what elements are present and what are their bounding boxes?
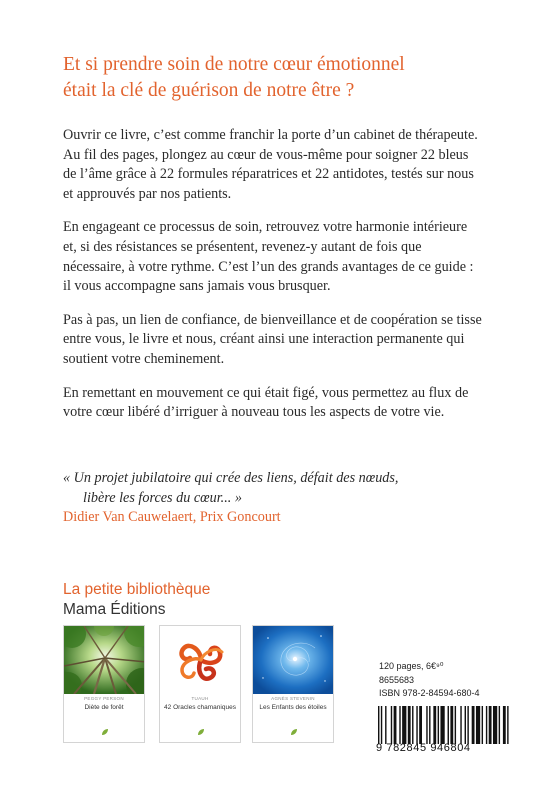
forest-canopy-image (64, 626, 144, 694)
quote-line-2: libère les forces du cœur... » (83, 489, 242, 506)
product-code: 8655683 (379, 674, 415, 685)
barcode-bar (438, 706, 439, 744)
paragraph: En remettant en mouvement ce qui était figé, vous permettez au flux de votre cœur libéré d’irriguer à nouveau tous les aspects de votre vie. (63, 384, 469, 421)
barcode-bar (467, 706, 468, 744)
publisher-leaf-icon (101, 728, 109, 736)
barcode-bar (378, 706, 379, 744)
headline-line-1: Et si prendre soin de notre cœur émotionnel (63, 54, 405, 75)
book-author: TUAUH (191, 696, 209, 701)
book-thumbnail-oracles (159, 625, 241, 743)
barcode-bar (448, 706, 449, 744)
book-author: PEGGY PERSON (84, 696, 124, 701)
headline (63, 52, 503, 104)
barcode-bar (394, 706, 397, 744)
back-cover-text (63, 126, 483, 437)
barcode-bar (465, 706, 466, 744)
barcode-bar (440, 706, 444, 744)
quote-line-1: « Un projet jubilatoire qui crée des liens, défait des nœuds, (63, 470, 399, 486)
barcode-bar (426, 706, 427, 744)
barcode-bar (381, 706, 382, 744)
triskele-image (160, 626, 240, 694)
book-thumbnail-stars (252, 625, 334, 743)
paragraph: Pas à pas, un lien de confiance, de bienveillance et de coopération se tisse entre vous, le livre et nous, créant ainsi une interaction permanente qui soutient votre cheminement. (63, 311, 482, 367)
barcode-bar (482, 706, 483, 744)
paragraph: Ouvrir ce livre, c’est comme franchir la porte d’un cabinet de thérapeute. Au fil des pages, plongez au cœur de vous-même pour soigner 22 bleus de l’âme grâce à 22 formules réparatrices et 22 antidotes, testés sur nous et approuvés par nos patients. (63, 127, 478, 202)
barcode-bar (429, 706, 430, 744)
barcode-bar (489, 706, 492, 744)
barcode-bar (476, 706, 480, 744)
barcode-bar (408, 706, 411, 744)
book-info (379, 660, 480, 701)
barcode-bar (472, 706, 475, 744)
collection-name: La petite bibliothèque (63, 581, 211, 598)
book-author: AGNÈS STEVENIN (271, 696, 315, 701)
barcode-bar (399, 706, 400, 744)
barcode-bar (455, 706, 456, 744)
barcode-bar (499, 706, 500, 744)
barcode-bar (385, 706, 386, 744)
headline-line-2: était la clé de guérison de notre être ? (63, 80, 355, 101)
barcode-digits: 9 782845 946804 (376, 742, 471, 754)
publisher-name: Mama Éditions (63, 601, 166, 618)
barcode-bar (486, 706, 487, 744)
quote-author: Didier Van Cauwelaert, Prix Goncourt (63, 509, 281, 526)
paragraph: En engageant ce processus de soin, retrouvez votre harmonie intérieure et, si des résistances se présentent, revenez-y autant de fois que nécessaire, à votre rythme. C’est l’un des grands avantages de ce guide : il vous accompagne sans jamais vous brusquer. (63, 219, 474, 295)
collection-block (63, 580, 210, 620)
publisher-leaf-icon (197, 728, 205, 736)
book-thumbnail-forest (63, 625, 145, 743)
isbn: ISBN 978-2-84594-680-4 (379, 688, 480, 698)
barcode-bar (391, 706, 392, 744)
barcode-bar (412, 706, 413, 744)
book-title: 42 Oracles chamaniques (164, 704, 236, 711)
barcode-bar (416, 706, 417, 744)
publisher-leaf-icon (290, 728, 298, 736)
starry-sky-image (253, 626, 333, 694)
press-quote (63, 469, 473, 528)
barcode-bar (493, 706, 497, 744)
barcode-bar (433, 706, 436, 744)
barcode-bar (503, 706, 506, 744)
pages-and-price: 120 pages, 6€⁹⁰ (379, 661, 444, 671)
barcode-bar (402, 706, 406, 744)
book-title: Les Enfants des étoiles (259, 704, 327, 711)
barcode-bar (419, 706, 422, 744)
book-title: Diète de forêt (84, 704, 124, 711)
barcode-bar (507, 706, 508, 744)
barcode-bar (460, 706, 461, 744)
barcode-bar (450, 706, 453, 744)
barcode (378, 706, 510, 744)
